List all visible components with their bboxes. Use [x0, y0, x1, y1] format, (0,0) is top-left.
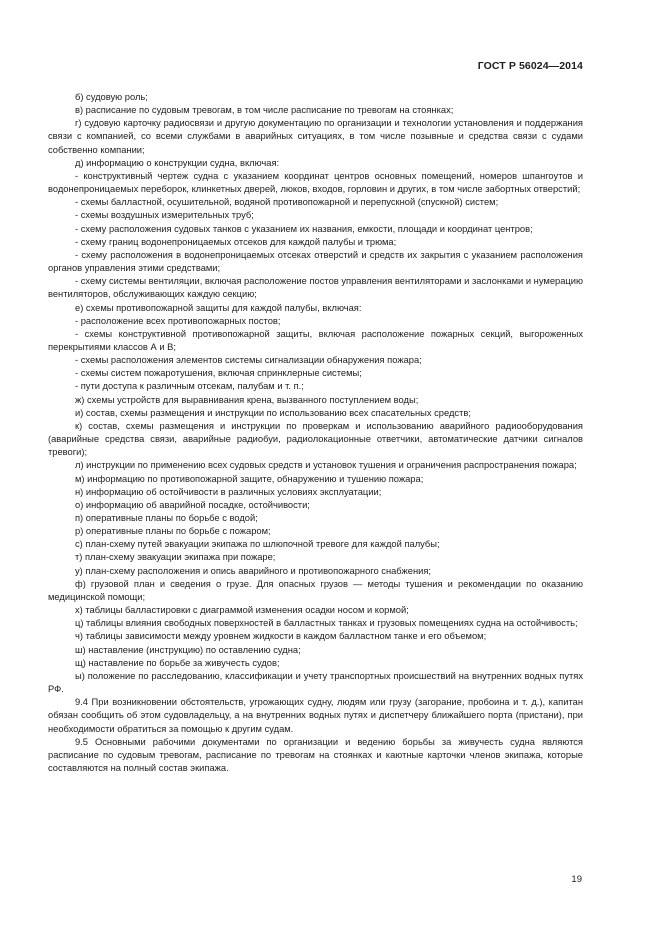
paragraph: л) инструкции по применению всех судовых средств и установок тушения и ограничения распространения пожара; — [75, 460, 577, 471]
paragraph: х) таблицы балластировки с диаграммой изменения осадки носом и кормой; — [75, 605, 409, 616]
paragraph: - схему расположения судовых танков с указанием их названия, емкости, площади и координат центров; — [75, 223, 533, 234]
paragraph: - схему границ водонепроницаемых отсеков для каждой палубы и трюма; — [75, 236, 397, 247]
paragraph: д) информацию о конструкции судна, включая: — [75, 157, 280, 168]
paragraph: - конструктивный чертеж судна с указанием координат центров основных помещений, номеров шпангоутов и водонепроницаемых переборок, клинкетных дверей, люков, входов, горловин и других, в том числе забортных отверстий; — [48, 170, 583, 195]
paragraph: к) состав, схемы размещения и инструкции по проверкам и использованию аварийного радиооборудования (аварийные средства связи, аварийные радиобуи, радиолокационные ответчики, автоматические датчики сигналов тревоги); — [48, 420, 583, 458]
paragraph: - схемы воздушных измерительных труб; — [75, 210, 254, 221]
paragraph: - схему системы вентиляции, включая расположение постов управления вентиляторами и заслонками и нумерацию вентиляторов, обслуживающих каждую секцию; — [48, 276, 583, 300]
paragraph: и) состав, схемы размещения и инструкции по использованию всех спасательных средств; — [75, 407, 471, 418]
paragraph: - схему расположения в водонепроницаемых отсеках отверстий и средств их закрытия с указанием расположения органов управления этими средствами; — [48, 249, 583, 274]
paragraph: в) расписание по судовым тревогам, в том числе расписание по тревогам на стоянках; — [75, 105, 454, 116]
paragraph: щ) наставление по борьбе за живучесть судов; — [75, 657, 280, 668]
paragraph: ч) таблицы зависимости между уровнем жидкости в каждом балластном танке и его объемом; — [75, 631, 487, 642]
paragraph: - схемы конструктивной противопожарной защиты, включая расположение пожарных секций, выгороженных перекрытиями классов А и В; — [48, 328, 583, 352]
paragraph: н) информацию об остойчивости в различных условиях эксплуатации; — [75, 486, 382, 497]
paragraph: р) оперативные планы по борьбе с пожаром; — [75, 526, 271, 537]
paragraph: - схемы балластной, осушительной, водяной противопожарной и перепускной (спускной) систем; — [75, 197, 499, 208]
paragraph: 9.4 При возникновении обстоятельств, угрожающих судну, людям или грузу (загорание, пробоина и т. д.), капитан обязан сообщить об этом судовладельцу, а на внутренних водных путях и диспетчеру ближайшего порта (пристани), при необходимости обратиться за помощью к другим судам. — [48, 697, 583, 734]
paragraph: ж) схемы устройств для выравнивания крена, вызванного поступлением воды; — [75, 394, 419, 405]
paragraph: - схемы расположения элементов системы сигнализации обнаружения пожара; — [75, 355, 422, 366]
paragraph: ш) наставление (инструкцию) по оставлению судна; — [75, 644, 301, 655]
paragraph: - расположение всех противопожарных постов; — [75, 315, 281, 326]
paragraph: м) информацию по противопожарной защите, обнаружению и тушению пожара; — [75, 473, 424, 484]
paragraph: г) судовую карточку радиосвязи и другую документацию по организации и технологии установления и поддержания связи с компанией, со всеми службами в аварийных ситуациях, в том числе позывные и средства связи с судами собственно компании; — [48, 118, 583, 155]
paragraph: с) план-схему путей эвакуации экипажа по шлюпочной тревоге для каждой палубы; — [75, 539, 440, 550]
paragraph: - схемы систем пожаротушения, включая спринклерные системы; — [75, 368, 362, 379]
paragraph: у) план-схему расположения и опись аварийного и противопожарного снабжения; — [75, 565, 432, 576]
page-number: 19 — [571, 874, 582, 885]
document-number: ГОСТ Р 56024—2014 — [477, 60, 583, 72]
paragraph: т) план-схему эвакуации экипажа при пожаре; — [75, 552, 276, 563]
paragraph: о) информацию об аварийной посадке, остойчивости; — [75, 499, 310, 510]
paragraph: е) схемы противопожарной защиты для каждой палубы, включая: — [75, 302, 362, 313]
paragraph: - пути доступа к различным отсекам, палубам и т. п.; — [75, 381, 304, 392]
paragraph: ф) грузовой план и сведения о грузе. Для опасных грузов — методы тушения и рекомендации по оказанию медицинской помощи; — [48, 578, 583, 602]
paragraph: ц) таблицы влияния свободных поверхностей в балластных танках и грузовых помещениях судна на остойчивость; — [75, 618, 578, 629]
paragraph: 9.5 Основными рабочими документами по организации и ведению борьбы за живучесть судна являются расписание по судовым тревогам, расписание по тревогам на стоянках и каютные карточки членов экипажа, которые составляются на полный состав экипажа. — [48, 736, 583, 773]
document-body — [48, 91, 583, 775]
paragraph: п) оперативные планы по борьбе с водой; — [75, 513, 258, 523]
paragraph: ы) положение по расследованию, классификации и учету транспортных происшествий на внутренних водных путях РФ. — [48, 670, 583, 695]
paragraph: б) судовую роль; — [75, 92, 148, 102]
